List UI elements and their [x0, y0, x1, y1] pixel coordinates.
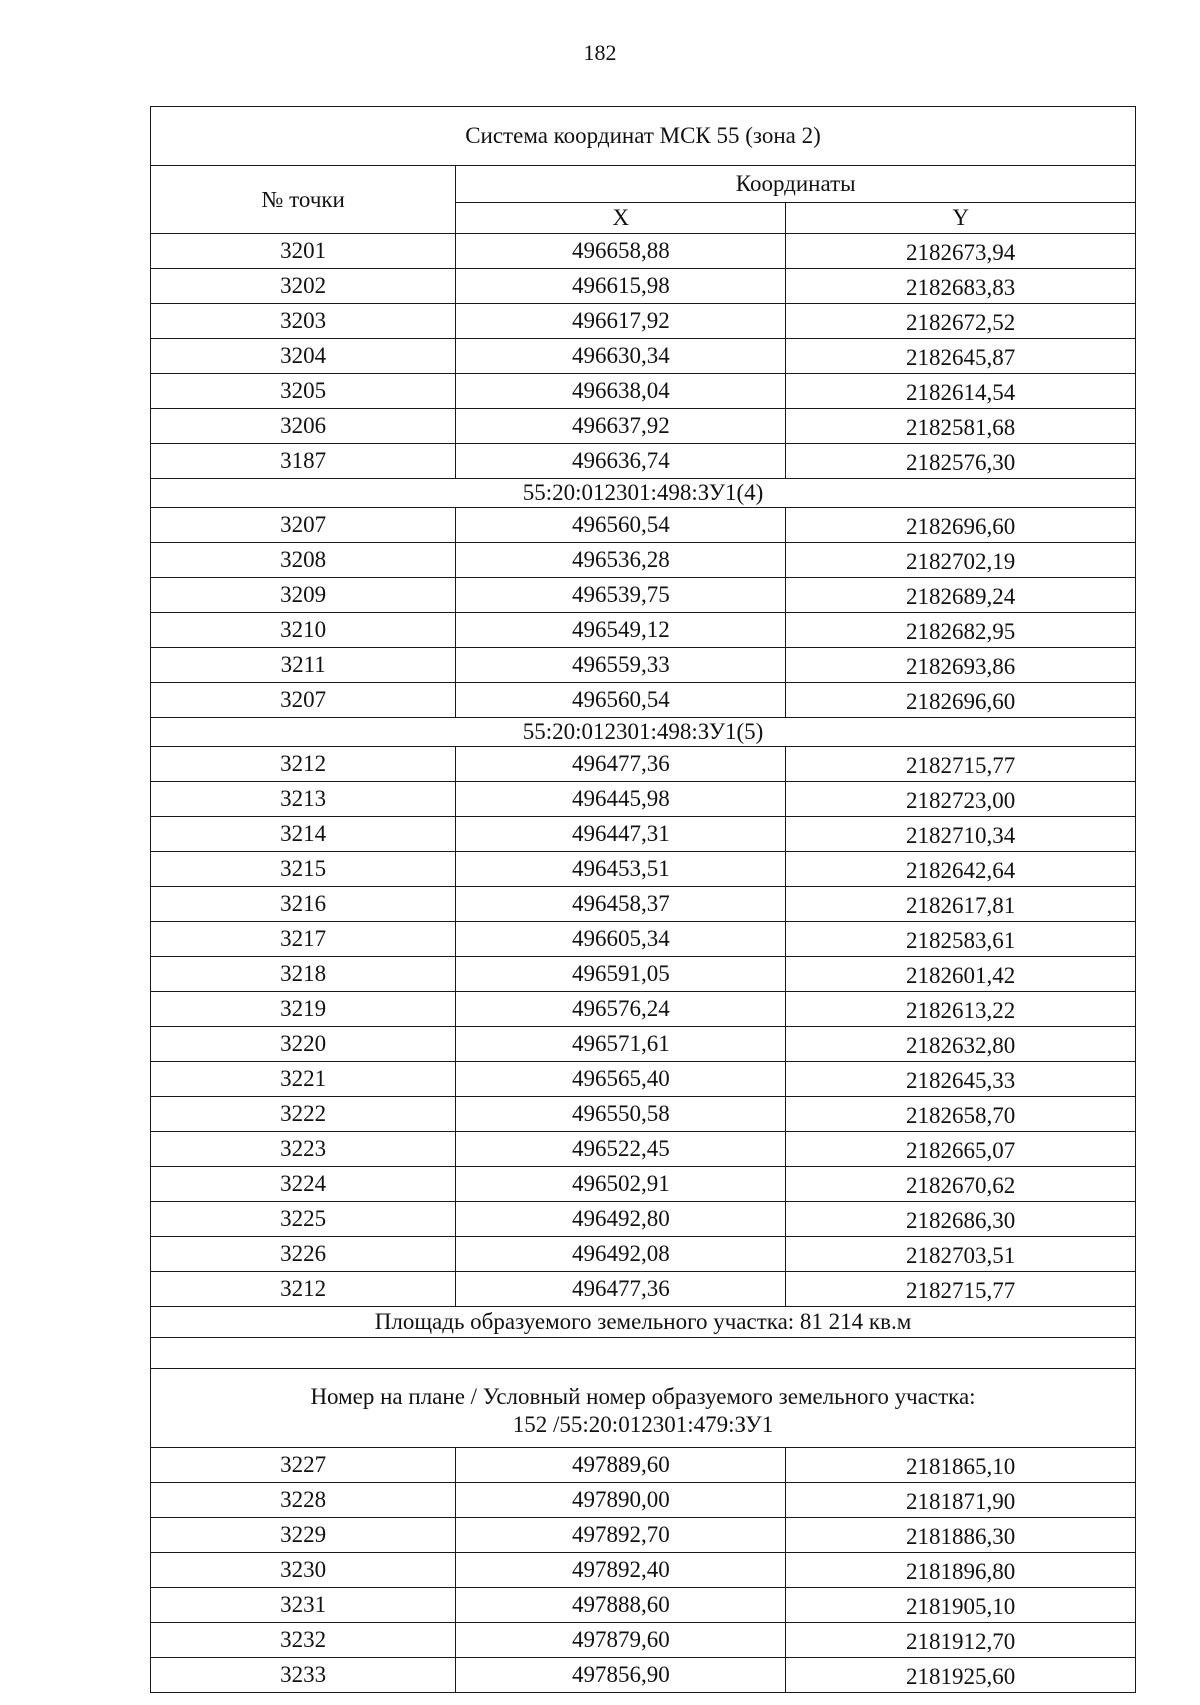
x-coordinate-cell: 496477,36 — [456, 1272, 786, 1307]
x-coordinate-cell: 497856,90 — [456, 1658, 786, 1693]
x-coordinate-cell: 496447,31 — [456, 817, 786, 852]
x-coordinate-cell: 496559,33 — [456, 648, 786, 683]
y-header: Y — [786, 203, 1136, 234]
y-coordinate-cell: 2182682,95 — [786, 613, 1136, 648]
plan-number-row — [151, 1369, 1136, 1448]
table-row — [151, 269, 1136, 304]
x-coordinate-cell: 496536,28 — [456, 543, 786, 578]
point-number-cell: 3222 — [151, 1097, 456, 1132]
table-row — [151, 1237, 1136, 1272]
x-coordinate-cell: 496637,92 — [456, 409, 786, 444]
point-number-cell: 3204 — [151, 339, 456, 374]
x-coordinate-cell: 497889,60 — [456, 1448, 786, 1483]
x-coordinate-cell: 496605,34 — [456, 922, 786, 957]
system-row — [151, 107, 1136, 166]
table-row — [151, 992, 1136, 1027]
x-coordinate-cell: 496458,37 — [456, 887, 786, 922]
area-row — [151, 1307, 1136, 1338]
point-number-cell: 3216 — [151, 887, 456, 922]
plan-number-label: Номер на плане / Условный номер образуемого земельного участка: — [310, 1384, 976, 1409]
y-coordinate-cell: 2181905,10 — [786, 1588, 1136, 1623]
y-coordinate-cell: 2182658,70 — [786, 1097, 1136, 1132]
y-coordinate-cell: 2182581,68 — [786, 409, 1136, 444]
area-text: Площадь образуемого земельного участка: 81 214 кв.м — [151, 1307, 1136, 1338]
x-coordinate-cell: 496615,98 — [456, 269, 786, 304]
point-number-cell: 3217 — [151, 922, 456, 957]
table-row — [151, 683, 1136, 718]
x-coordinate-cell: 496550,58 — [456, 1097, 786, 1132]
point-number-cell: 3213 — [151, 782, 456, 817]
table-row — [151, 852, 1136, 887]
plan-number-cell — [151, 1369, 1136, 1448]
point-number-cell: 3203 — [151, 304, 456, 339]
y-coordinate-cell: 2182672,52 — [786, 304, 1136, 339]
section-title: 55:20:012301:498:ЗУ1(4) — [151, 479, 1136, 508]
point-number-cell: 3219 — [151, 992, 456, 1027]
x-coordinate-cell: 496560,54 — [456, 683, 786, 718]
x-coordinate-cell: 496630,34 — [456, 339, 786, 374]
x-coordinate-cell: 496565,40 — [456, 1062, 786, 1097]
table-row — [151, 817, 1136, 852]
point-number-cell: 3214 — [151, 817, 456, 852]
table-row — [151, 543, 1136, 578]
x-coordinate-cell: 497890,00 — [456, 1483, 786, 1518]
x-coordinate-cell: 496477,36 — [456, 747, 786, 782]
point-number-cell: 3209 — [151, 578, 456, 613]
x-coordinate-cell: 497892,40 — [456, 1553, 786, 1588]
y-coordinate-cell: 2182693,86 — [786, 648, 1136, 683]
point-number-cell: 3212 — [151, 747, 456, 782]
coordinate-system-title: Система координат МСК 55 (зона 2) — [151, 107, 1136, 166]
point-number-cell: 3201 — [151, 234, 456, 269]
point-number-cell: 3224 — [151, 1167, 456, 1202]
table-row — [151, 409, 1136, 444]
point-number-cell: 3228 — [151, 1483, 456, 1518]
point-number-cell: 3215 — [151, 852, 456, 887]
x-coordinate-cell: 496591,05 — [456, 957, 786, 992]
point-number-cell: 3225 — [151, 1202, 456, 1237]
y-coordinate-cell: 2182645,87 — [786, 339, 1136, 374]
table-row — [151, 1448, 1136, 1483]
point-number-cell: 3226 — [151, 1237, 456, 1272]
y-coordinate-cell: 2182632,80 — [786, 1027, 1136, 1062]
point-number-cell: 3208 — [151, 543, 456, 578]
x-coordinate-cell: 496571,61 — [456, 1027, 786, 1062]
table-row — [151, 1588, 1136, 1623]
y-coordinate-cell: 2182710,34 — [786, 817, 1136, 852]
table-row — [151, 1202, 1136, 1237]
point-number-cell: 3187 — [151, 444, 456, 479]
y-coordinate-cell: 2182576,30 — [786, 444, 1136, 479]
table-row — [151, 1167, 1136, 1202]
table-row — [151, 747, 1136, 782]
table-row — [151, 444, 1136, 479]
x-coordinate-cell: 496492,08 — [456, 1237, 786, 1272]
point-number-cell: 3202 — [151, 269, 456, 304]
x-coordinate-cell: 496502,91 — [456, 1167, 786, 1202]
point-number-cell: 3230 — [151, 1553, 456, 1588]
table-row — [151, 1272, 1136, 1307]
y-coordinate-cell: 2182702,19 — [786, 543, 1136, 578]
table-row — [151, 957, 1136, 992]
x-coordinate-cell: 497888,60 — [456, 1588, 786, 1623]
y-coordinate-cell: 2182715,77 — [786, 1272, 1136, 1307]
y-coordinate-cell: 2181865,10 — [786, 1448, 1136, 1483]
table-row — [151, 922, 1136, 957]
table-row — [151, 1132, 1136, 1167]
x-coordinate-cell: 496522,45 — [456, 1132, 786, 1167]
point-number-cell: 3212 — [151, 1272, 456, 1307]
table-row — [151, 1483, 1136, 1518]
x-coordinate-cell: 496492,80 — [456, 1202, 786, 1237]
table-row — [151, 234, 1136, 269]
y-coordinate-cell: 2182642,64 — [786, 852, 1136, 887]
point-number-cell: 3210 — [151, 613, 456, 648]
point-number-cell: 3223 — [151, 1132, 456, 1167]
table-row — [151, 613, 1136, 648]
x-coordinate-cell: 496617,92 — [456, 304, 786, 339]
x-coordinate-cell: 496445,98 — [456, 782, 786, 817]
table-row — [151, 508, 1136, 543]
y-coordinate-cell: 2181896,80 — [786, 1553, 1136, 1588]
x-coordinate-cell: 496636,74 — [456, 444, 786, 479]
y-coordinate-cell: 2182665,07 — [786, 1132, 1136, 1167]
y-coordinate-cell: 2181886,30 — [786, 1518, 1136, 1553]
table-row — [151, 374, 1136, 409]
point-number-cell: 3231 — [151, 1588, 456, 1623]
x-coordinate-cell: 496638,04 — [456, 374, 786, 409]
point-number-cell: 3229 — [151, 1518, 456, 1553]
point-number-cell: 3207 — [151, 683, 456, 718]
y-coordinate-cell: 2182689,24 — [786, 578, 1136, 613]
point-number-cell: 3227 — [151, 1448, 456, 1483]
y-coordinate-cell: 2182645,33 — [786, 1062, 1136, 1097]
y-coordinate-cell: 2182670,62 — [786, 1167, 1136, 1202]
y-coordinate-cell: 2181912,70 — [786, 1623, 1136, 1658]
x-coordinate-cell: 496560,54 — [456, 508, 786, 543]
y-coordinate-cell: 2182696,60 — [786, 508, 1136, 543]
x-coordinate-cell: 496658,88 — [456, 234, 786, 269]
x-coordinate-cell: 496539,75 — [456, 578, 786, 613]
x-coordinate-cell: 496576,24 — [456, 992, 786, 1027]
x-header: X — [456, 203, 786, 234]
table-row — [151, 1623, 1136, 1658]
empty-cell — [151, 1338, 1136, 1369]
section-title: 55:20:012301:498:ЗУ1(5) — [151, 718, 1136, 747]
table-row — [151, 1518, 1136, 1553]
point-number-cell: 3232 — [151, 1623, 456, 1658]
y-coordinate-cell: 2182723,00 — [786, 782, 1136, 817]
coordinates-table — [150, 106, 1136, 1693]
point-number-header: № точки — [151, 166, 456, 234]
y-coordinate-cell: 2182614,54 — [786, 374, 1136, 409]
plan-number-value: 152 /55:20:012301:479:ЗУ1 — [512, 1412, 774, 1437]
y-coordinate-cell: 2182696,60 — [786, 683, 1136, 718]
table-row — [151, 578, 1136, 613]
point-number-cell: 3233 — [151, 1658, 456, 1693]
y-coordinate-cell: 2182715,77 — [786, 747, 1136, 782]
y-coordinate-cell: 2182703,51 — [786, 1237, 1136, 1272]
table-row — [151, 1553, 1136, 1588]
x-coordinate-cell: 496549,12 — [456, 613, 786, 648]
x-coordinate-cell: 496453,51 — [456, 852, 786, 887]
point-number-cell: 3211 — [151, 648, 456, 683]
coordinates-header: Координаты — [456, 166, 1136, 203]
point-number-cell: 3207 — [151, 508, 456, 543]
table-row — [151, 1658, 1136, 1693]
point-number-cell: 3218 — [151, 957, 456, 992]
y-coordinate-cell: 2182583,61 — [786, 922, 1136, 957]
point-number-cell: 3206 — [151, 409, 456, 444]
table-row — [151, 1062, 1136, 1097]
y-coordinate-cell: 2182673,94 — [786, 234, 1136, 269]
y-coordinate-cell: 2182601,42 — [786, 957, 1136, 992]
x-coordinate-cell: 497892,70 — [456, 1518, 786, 1553]
section-row — [151, 718, 1136, 747]
point-number-cell: 3221 — [151, 1062, 456, 1097]
point-number-cell: 3205 — [151, 374, 456, 409]
y-coordinate-cell: 2182683,83 — [786, 269, 1136, 304]
y-coordinate-cell: 2181871,90 — [786, 1483, 1136, 1518]
table-row — [151, 887, 1136, 922]
page-number: 182 — [583, 40, 617, 65]
table-row — [151, 339, 1136, 374]
x-coordinate-cell: 497879,60 — [456, 1623, 786, 1658]
y-coordinate-cell: 2182617,81 — [786, 887, 1136, 922]
coordinates-table-body — [151, 107, 1136, 1693]
y-coordinate-cell: 2181925,60 — [786, 1658, 1136, 1693]
header-row — [151, 166, 1136, 203]
y-coordinate-cell: 2182613,22 — [786, 992, 1136, 1027]
table-row — [151, 782, 1136, 817]
section-row — [151, 479, 1136, 508]
table-row — [151, 304, 1136, 339]
y-coordinate-cell: 2182686,30 — [786, 1202, 1136, 1237]
point-number-cell: 3220 — [151, 1027, 456, 1062]
table-row — [151, 648, 1136, 683]
table-row — [151, 1097, 1136, 1132]
empty-row — [151, 1338, 1136, 1369]
table-row — [151, 1027, 1136, 1062]
